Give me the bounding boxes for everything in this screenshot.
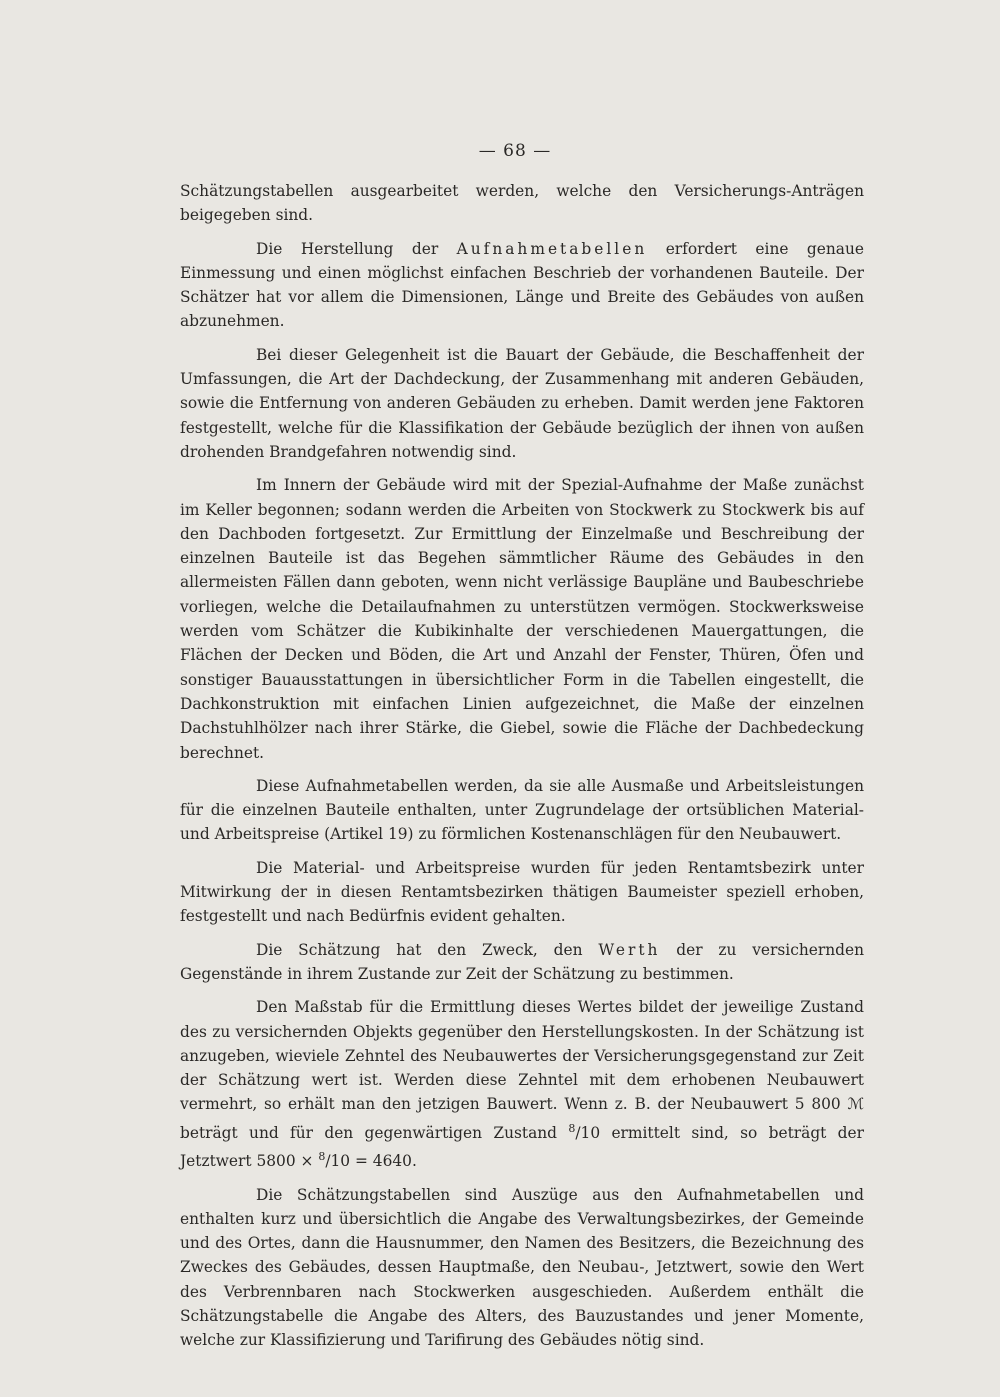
- paragraph-4: Im Innern der Gebäude wird mit der Spezial-Aufnahme der Maße zunächst im Keller begonnen; sodann werden die Arbeiten von Stockwerk zu Stockwerk bis auf den Dachboden fortgesetzt. Zur Ermittlung der Einzelmaße und Beschreibung der einzelnen Bauteile ist das Begehen sämmtlicher Räume des Gebäudes in den allermeisten Fällen dann geboten, wenn nicht verlässige Baupläne und Baubeschriebe vorliegen, welche die Detailaufnahmen zu unterstützen vermögen. Stockwerksweise werden vom Schätzer die Kubikinhalte der verschiedenen Mauergattungen, die Flächen der Decken und Böden, die Art und Anzahl der Fenster, Thüren, Öfen und sonstiger Bauausstattungen in übersichtlicher Form in die Tabellen eingestellt, die Dachkonstruktion mit einfachen Linien aufgezeichnet, die Maße der einzelnen Dachstuhlhölzer nach ihrer Stärke, die Giebel, sowie die Fläche der Dachbedeckung berechnet.: [180, 476, 864, 762]
- fraction-1-denominator: /10: [575, 1123, 601, 1142]
- paragraph-2: [180, 237, 864, 334]
- paragraph-8-part-a: Den Maßstab für die Ermittlung dieses Wertes bildet der jeweilige Zustand des zu versichernden Objekts gegenüber den Herstellungskosten. In der Schätzung ist anzugeben, wieviele Zehntel des Neubauwertes der Versicherungsgegenstand zur Zeit der Schätzung wert ist. Werden diese Zehntel mit dem erhobenen Neubauwert vermehrt, so erhält man den jetzigen Bauwert. Wenn z. B. der Neubauwert 5 800 ℳ beträgt und für den gegenwärtigen Zustand: [180, 998, 864, 1142]
- paragraph-7-part-a: Die Schätzung hat den Zweck, den: [256, 940, 599, 959]
- paragraph-6: Die Material- und Arbeitspreise wurden für jeden Rentamtsbezirk unter Mitwirkung der in diesen Rentamtsbezirken thätigen Baumeister speziell erhoben, festgestellt und nach Bedürfnis evident gehalten.: [180, 858, 864, 926]
- paragraph-2-part-b: erfordert eine genaue Einmessung und einen möglichst einfachen Beschrieb der vorhandenen Bauteile. Der Schätzer hat vor allem die Dimensionen, Länge und Breite des Gebäudes von außen abzunehmen.: [180, 239, 864, 331]
- paragraph-8-part-b: ermittelt sind, so beträgt der Jetztwert 5800 ×: [180, 1123, 864, 1171]
- paragraph-7: [180, 938, 864, 987]
- fraction-1-numerator: 8: [568, 1121, 576, 1135]
- paragraph-1: Schätzungstabellen ausgearbeitet werden, welche den Versicherungs-Anträgen beigegeben sind.: [180, 182, 864, 225]
- paragraph-9: Die Schätzungstabellen sind Auszüge aus den Aufnahmetabellen und enthalten kurz und übersichtlich die Angabe des Verwaltungsbezirkes, der Gemeinde und des Ortes, dann die Hausnummer, den Namen des Besitzers, die Bezeichnung des Zweckes des Gebäudes, dessen Hauptmaße, den Neubau-, Jetztwert, sowie den Wert des Verbrennbaren nach Stockwerken ausgeschieden. Außerdem enthält die Schätzungstabelle die Angabe des Alters, des Bauzustandes und jener Momente, welche zur Klassifizierung und Tarifirung des Gebäudes nötig sind.: [180, 1185, 864, 1350]
- page-number: — 68 —: [478, 141, 552, 161]
- fraction-2-denominator: /10: [325, 1152, 351, 1171]
- paragraph-5: Diese Aufnahmetabellen werden, da sie alle Ausmaße und Arbeitsleistungen für die einzelnen Bauteile enthalten, unter Zugrundelage der ortsüblichen Material- und Arbeitspreise (Artikel 19) zu förmlichen Kostenanschlägen für den Neubauwert.: [180, 776, 864, 844]
- paragraph-7-part-b: der zu versichernden Gegenstände in ihrem Zustande zur Zeit der Schätzung zu bestimmen.: [180, 940, 864, 983]
- fraction-2-numerator: 8: [318, 1150, 326, 1164]
- body-text: [180, 179, 864, 1362]
- paragraph-7-emphasis: Werth: [598, 940, 661, 959]
- paragraph-8: [180, 995, 864, 1173]
- paragraph-8-part-c: = 4640.: [350, 1152, 417, 1171]
- paragraph-2-emphasis: Aufnahmetabellen: [456, 239, 648, 258]
- paragraph-3: Bei dieser Gelegenheit ist die Bauart der Gebäude, die Beschaffenheit der Umfassungen, die Art der Dachdeckung, der Zusammenhang mit anderen Gebäuden, sowie die Entfernung von anderen Gebäuden zu erheben. Damit werden jene Faktoren festgestellt, welche für die Klassifikation der Gebäude bezüglich der ihnen von außen drohenden Brandgefahren notwendig sind.: [180, 345, 864, 461]
- paragraph-2-part-a: Die Herstellung der: [256, 239, 457, 258]
